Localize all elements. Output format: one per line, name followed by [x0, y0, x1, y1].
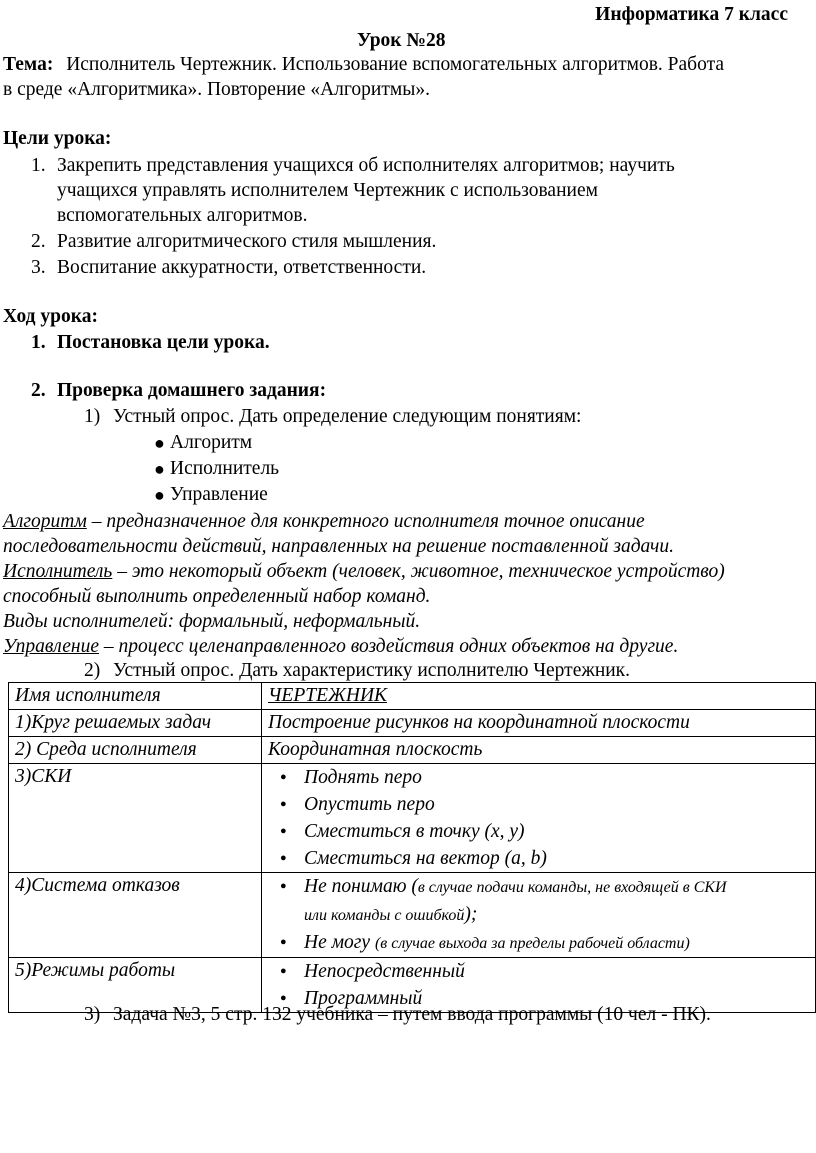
refusal-1-note-2: или команды с ошибкой [304, 907, 465, 924]
bullet-icon: ● [154, 485, 165, 505]
concept-executor: Исполнитель [170, 458, 280, 479]
definition-executor-line-1 [3, 559, 725, 585]
term-control: Управление [3, 636, 100, 657]
list-item [276, 929, 809, 957]
definition-algorithm-text: – предназначенное для конкретного исполнителя точное описание [86, 511, 645, 532]
executor-name: ЧЕРТЕЖНИК [268, 685, 387, 706]
goal-1-number: 1. [31, 155, 46, 176]
refusal-1-main: Не понимаю ( [304, 876, 418, 897]
table-row [9, 873, 816, 958]
bullet-icon: ● [154, 433, 165, 453]
table-row [9, 683, 816, 710]
goal-3-line: Воспитание аккуратности, ответственности. [57, 257, 427, 278]
list-item: ● Сместиться в точку (x, y) [276, 818, 809, 845]
step-2-text: Проверка домашнего задания: [57, 380, 327, 401]
table-cell: 2) Среда исполнителя [9, 737, 262, 764]
sub-1-text: Устный опрос. Дать определение следующим понятиям: [113, 406, 582, 427]
table-cell [262, 873, 816, 958]
table-cell [262, 683, 816, 710]
list-item: ● Поднять перо [276, 764, 809, 791]
table-cell [262, 764, 816, 873]
topic-label: Тема: [3, 54, 54, 75]
subject-header: Информатика 7 класс [595, 4, 788, 25]
goals-heading: Цели урока: [3, 128, 112, 149]
table-row [9, 737, 816, 764]
list-item: ● Программный [276, 985, 809, 1012]
definition-executor-text: – это некоторый объект (человек, животное, техническое устройство) [112, 561, 725, 582]
definition-executor-line-2: способный выполнить определенный набор команд. [3, 586, 431, 607]
list-item [276, 873, 809, 929]
list-item: ● Опустить перо [276, 791, 809, 818]
table-cell: Координатная плоскость [262, 737, 816, 764]
table-cell: 5)Режимы работы [9, 958, 262, 1013]
step-1-text: Постановка цели урока. [57, 332, 270, 353]
list-item: ● Сместиться на вектор (a, b) [276, 845, 809, 872]
table-row [9, 764, 816, 873]
definition-control-text: – процесс целенаправленного воздействия одних объектов на другие. [99, 636, 679, 657]
goal-2-line: Развитие алгоритмического стиля мышления. [57, 231, 437, 252]
table-cell: Построение рисунков на координатной плоскости [262, 710, 816, 737]
executor-kinds: Виды исполнителей: формальный, неформальный. [3, 611, 421, 632]
goal-3-number: 3. [31, 257, 46, 278]
sub-3-text: Задача №3, 5 стр. 132 учебника – путем ввода программы (10 чел - ПК). [113, 1004, 711, 1025]
term-executor: Исполнитель [3, 561, 113, 582]
goal-1-line-1: Закрепить представления учащихся об исполнителях алгоритмов; научить [57, 155, 675, 176]
sub-2-text: Устный опрос. Дать характеристику исполнителю Чертежник. [113, 660, 631, 681]
table-cell: 1)Круг решаемых задач [9, 710, 262, 737]
step-2-number: 2. [31, 380, 46, 401]
table-cell: 4)Система отказов [9, 873, 262, 958]
topic-line-1 [3, 52, 724, 78]
refusal-list [268, 873, 809, 957]
topic-text-1: Исполнитель Чертежник. Использование вспомогательных алгоритмов. Работа [66, 54, 724, 75]
lesson-title: Урок №28 [357, 30, 446, 51]
sub-3-number: 3) [84, 1004, 101, 1025]
sub-1-number: 1) [84, 406, 101, 427]
list-item: ● Непосредственный [276, 958, 809, 985]
definition-control-line-1 [3, 634, 678, 660]
definition-algorithm-line-2: последовательности действий, направленных на решение поставленной задачи. [3, 536, 674, 557]
table-row [9, 710, 816, 737]
refusal-1-note: в случае подачи команды, не входящей в СКИ [417, 879, 727, 896]
refusal-2-note: (в случае выхода за пределы рабочей области) [374, 935, 690, 952]
sub-2-number: 2) [84, 660, 101, 681]
table-cell: Имя исполнителя [9, 683, 262, 710]
concept-control: Управление [170, 484, 268, 505]
goal-1-line-2: учащихся управлять исполнителем Чертежник с использованием [57, 180, 598, 201]
bullet-icon: ● [154, 459, 165, 479]
goal-1-line-3: вспомогательных алгоритмов. [57, 205, 308, 226]
command-list [268, 764, 809, 872]
course-heading: Ход урока: [3, 306, 98, 327]
term-algorithm: Алгоритм [3, 511, 87, 532]
refusal-2-main: Не могу [304, 932, 375, 953]
goal-2-number: 2. [31, 231, 46, 252]
topic-line-2: в среде «Алгоритмика». Повторение «Алгоритмы». [3, 79, 430, 100]
executor-characteristics-table [8, 682, 816, 1013]
definition-algorithm-line-1 [3, 509, 645, 535]
table-cell: 3)СКИ [9, 764, 262, 873]
step-1-number: 1. [31, 332, 46, 353]
concept-algorithm: Алгоритм [170, 432, 253, 453]
refusal-1-end: ); [464, 904, 478, 925]
